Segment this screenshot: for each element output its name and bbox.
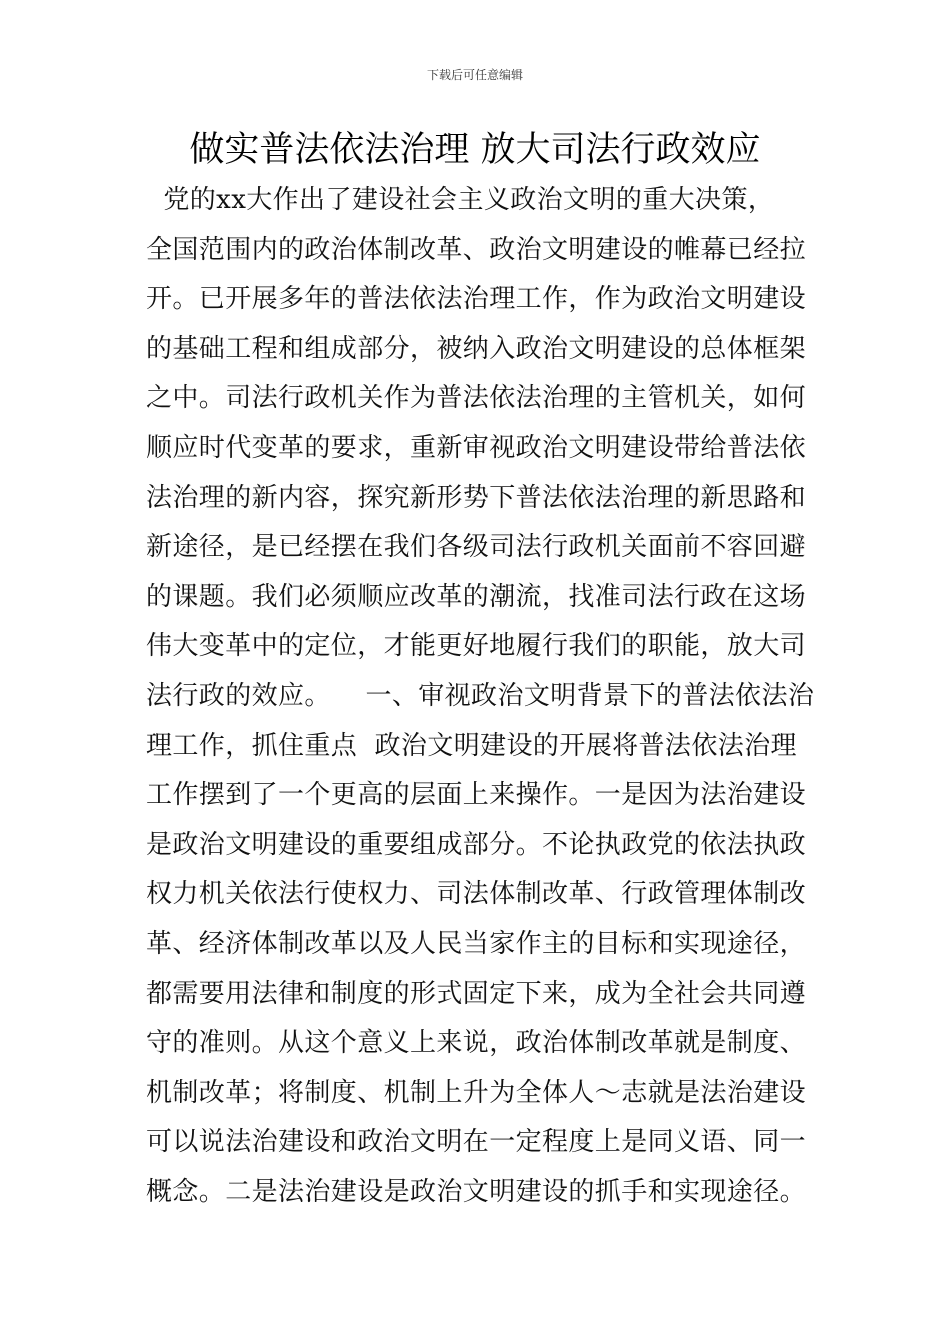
body-line: 权力机关依法行使权力、司法体制改革、行政管理体制改 bbox=[146, 879, 807, 910]
body-line: 全国范围内的政治体制改革、政治文明建设的帷幕已经拉 bbox=[146, 234, 807, 265]
document-body bbox=[146, 176, 815, 1217]
header-note: 下载后可任意编辑 bbox=[426, 68, 523, 82]
body-line: 法行政的效应。 一、审视政治文明背景下的普法依法治 bbox=[146, 680, 815, 711]
body-line: 伟大变革中的定位，才能更好地履行我们的职能，放大司 bbox=[146, 631, 807, 662]
body-line: 机制改革；将制度、机制上升为全体人～志就是法治建设 bbox=[146, 1077, 807, 1108]
body-line: 是政治文明建设的重要组成部分。不论执政党的依法执政 bbox=[146, 829, 807, 860]
body-line: 工作摆到了一个更高的层面上来操作。一是因为法治建设 bbox=[146, 780, 807, 811]
body-line: 法治理的新内容，探究新形势下普法依法治理的新思路和 bbox=[146, 482, 807, 513]
body-line: 都需要用法律和制度的形式固定下来，成为全社会共同遵 bbox=[146, 978, 807, 1009]
body-line: 新途径，是已经摆在我们各级司法行政机关面前不容回避 bbox=[146, 532, 807, 563]
body-line: 守的准则。从这个意义上来说，政治体制改革就是制度、 bbox=[146, 1028, 807, 1059]
body-line: 之中。司法行政机关作为普法依法治理的主管机关，如何 bbox=[146, 383, 807, 414]
body-line: 的课题。我们必须顺应改革的潮流，找准司法行政在这场 bbox=[146, 581, 807, 612]
body-line: 顺应时代变革的要求，重新审视政治文明建设带给普法依 bbox=[146, 432, 807, 463]
body-line: 革、经济体制改革以及人民当家作主的目标和实现途径， bbox=[146, 928, 807, 959]
body-line: 的基础工程和组成部分，被纳入政治文明建设的总体框架 bbox=[146, 333, 807, 364]
body-line: 可以说法治建设和政治文明在一定程度上是同义语、同一 bbox=[146, 1127, 807, 1158]
body-line: 概念。二是法治建设是政治文明建设的抓手和实现途径。 bbox=[146, 1176, 807, 1207]
body-line: 理工作，抓住重点 政治文明建设的开展将普法依法治理 bbox=[146, 730, 797, 761]
body-line: 开。已开展多年的普法依法治理工作，作为政治文明建设 bbox=[146, 284, 807, 315]
body-line: 党的xx大作出了建设社会主义政治文明的重大决策， bbox=[146, 185, 775, 215]
document-title: 做实普法依法治理 放大司法行政效应 bbox=[189, 130, 761, 170]
